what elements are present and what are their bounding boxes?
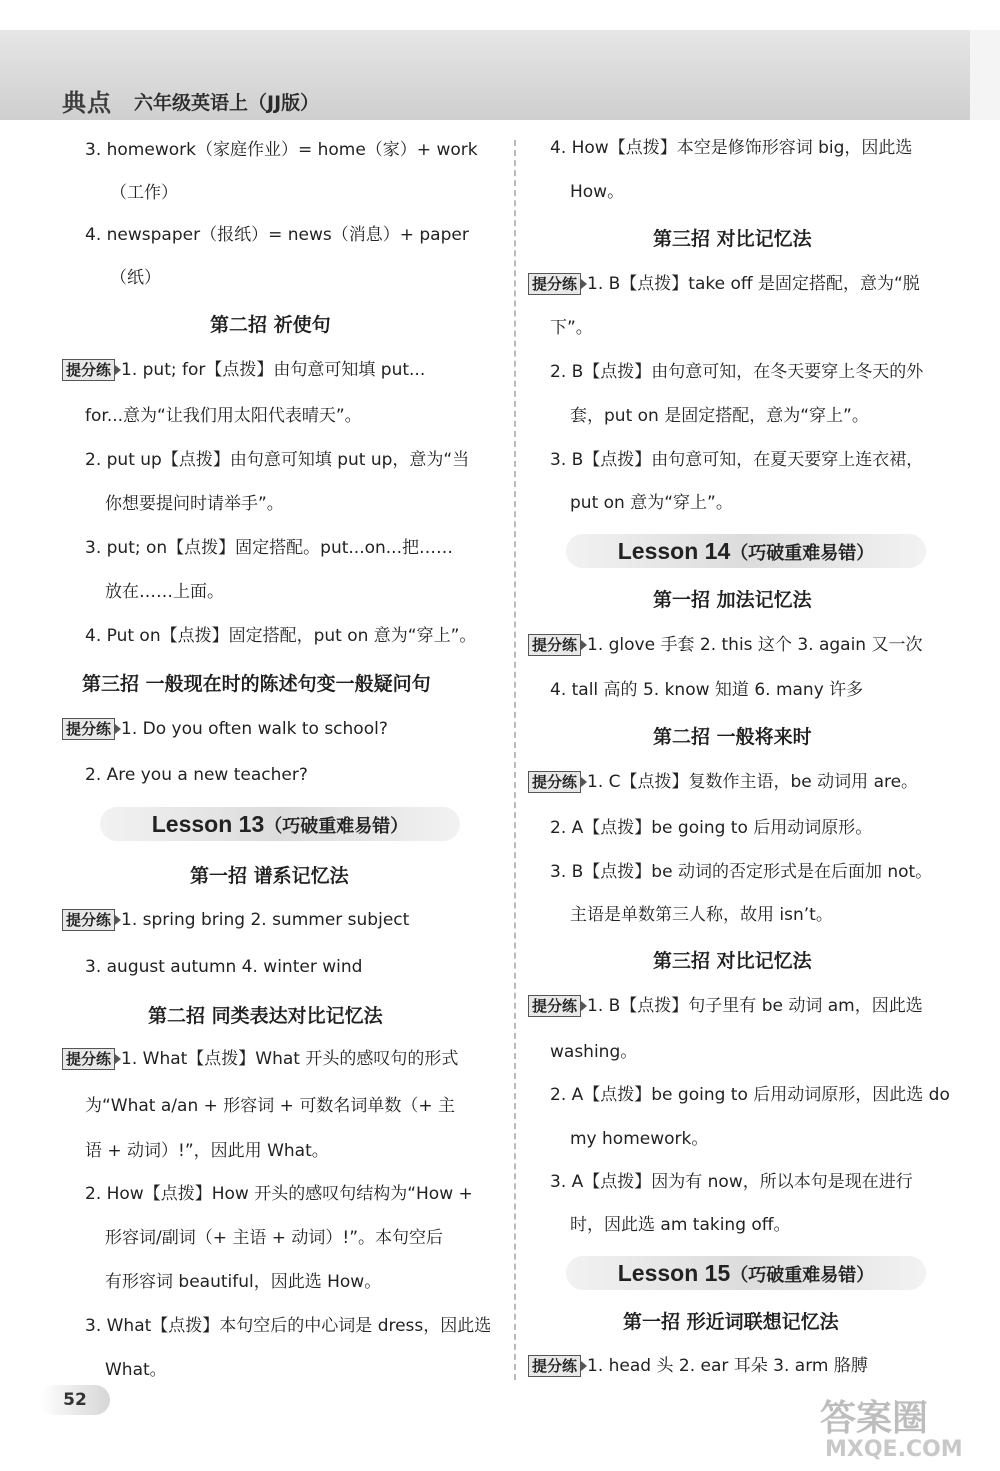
answer-text: 1. Do you often walk to school?	[121, 719, 388, 739]
answer-line	[528, 272, 920, 296]
answer-line	[528, 633, 922, 657]
answer-line: 形容词/副词（+ 主语 + 动词）!”。本句空后	[105, 1228, 444, 1248]
answer-text: 1. spring bring 2. summer subject	[121, 910, 410, 930]
page-number: 52	[40, 1385, 110, 1415]
answer-line: 套，put on 是固定搭配，意为“穿上”。	[570, 406, 869, 426]
section-heading: 第一招 形近词联想记忆法	[623, 1311, 839, 1333]
answer-line	[528, 770, 918, 794]
practice-tag: 提分练	[62, 718, 115, 740]
answer-line: 4. Put on【点拨】固定搭配，put on 意为“穿上”。	[85, 626, 477, 646]
answer-line	[62, 908, 409, 932]
answer-line: put on 意为“穿上”。	[570, 493, 733, 513]
answer-line: 主语是单数第三人称，故用 isn’t。	[570, 905, 833, 925]
answer-line: washing。	[550, 1042, 638, 1062]
answer-line: 2. put up【点拨】由句意可知填 put up，意为“当	[85, 450, 470, 470]
answer-line	[62, 358, 425, 382]
lesson-15-banner	[566, 1256, 926, 1290]
answer-text: 1. head 头 2. ear 耳朵 3. arm 胳膊	[587, 1356, 868, 1376]
answer-line: 3. What【点拨】本句空后的中心词是 dress，因此选	[85, 1316, 492, 1336]
answer-line: 3. put; on【点拨】固定搭配。put...on...把……	[85, 538, 453, 558]
answer-text: 1. B【点拨】句子里有 be 动词 am，因此选	[587, 996, 923, 1016]
answer-line: 4. tall 高的 5. know 知道 6. many 许多	[550, 680, 864, 700]
lesson-number: Lesson 14	[617, 538, 731, 564]
answer-line: 下”。	[550, 318, 593, 338]
answer-line: 2. A【点拨】be going to 后用动词原形，因此选 do	[550, 1085, 950, 1105]
practice-tag: 提分练	[62, 1048, 115, 1070]
answer-line: 3. august autumn 4. winter wind	[85, 957, 363, 977]
section-heading: 第三招 对比记忆法	[653, 228, 812, 250]
lesson-subtitle: （巧破重难易错）	[730, 1265, 875, 1286]
lesson-14-banner	[566, 534, 926, 568]
answer-line: 2. A【点拨】be going to 后用动词原形。	[550, 818, 873, 838]
answer-line: 语 + 动词）!”，因此用 What。	[85, 1141, 329, 1161]
answer-line: 4. How【点拨】本空是修饰形容词 big，因此选	[550, 138, 913, 158]
answer-line	[62, 717, 388, 741]
answer-line: 放在……上面。	[105, 582, 224, 602]
lesson-number: Lesson 13	[151, 811, 265, 837]
answer-line	[528, 1354, 868, 1378]
practice-tag: 提分练	[528, 273, 581, 295]
lesson-subtitle: （巧破重难易错）	[264, 816, 409, 837]
practice-tag: 提分练	[528, 771, 581, 793]
lesson-13-banner	[100, 807, 460, 841]
answer-text: 1. What【点拨】What 开头的感叹句的形式	[121, 1049, 459, 1069]
lesson-subtitle: （巧破重难易错）	[730, 543, 875, 564]
practice-tag: 提分练	[528, 634, 581, 656]
watermark-logo: 答案圈	[820, 1398, 929, 1439]
answer-line: 3. B【点拨】be 动词的否定形式是在后面加 not。	[550, 862, 933, 882]
answer-line: for...意为“让我们用太阳代表晴天”。	[85, 406, 362, 426]
answer-line: 2. How【点拨】How 开头的感叹句结构为“How +	[85, 1184, 473, 1204]
answer-line	[62, 1047, 458, 1071]
section-heading: 第三招 一般现在时的陈述句变一般疑问句	[82, 673, 431, 695]
practice-tag: 提分练	[528, 995, 581, 1017]
practice-tag: 提分练	[62, 909, 115, 931]
answer-line: 你想要提问时请举手”。	[105, 494, 284, 514]
book-title: 六年级英语上（JJ版）	[134, 92, 320, 114]
answer-text: 1. B【点拨】take off 是固定搭配，意为“脱	[587, 274, 920, 294]
lesson-number: Lesson 15	[617, 1260, 731, 1286]
answer-line: 3. A【点拨】因为有 now，所以本句是现在进行	[550, 1172, 913, 1192]
answer-line: 3. B【点拨】由句意可知，在夏天要穿上连衣裙，	[550, 450, 924, 470]
section-heading: 第一招 谱系记忆法	[190, 865, 349, 887]
section-heading: 第三招 对比记忆法	[653, 950, 812, 972]
answer-text: 1. C【点拨】复数作主语，be 动词用 are。	[587, 772, 919, 792]
column-divider	[514, 140, 516, 1380]
answer-line: 3. homework（家庭作业）= home（家）+ work	[85, 140, 478, 160]
section-heading: 第二招 同类表达对比记忆法	[148, 1005, 383, 1027]
section-heading: 第一招 加法记忆法	[653, 589, 812, 611]
answer-line: 有形容词 beautiful，因此选 How。	[105, 1272, 382, 1292]
section-heading: 第二招 一般将来时	[653, 726, 812, 748]
practice-tag: 提分练	[528, 1355, 581, 1377]
answer-line: my homework。	[570, 1129, 709, 1149]
answer-line: （工作）	[110, 183, 178, 203]
page-edge	[970, 30, 1000, 120]
answer-text: 1. put; for【点拨】由句意可知填 put...	[121, 360, 426, 380]
page-header	[0, 30, 1000, 120]
series-logo: 典点	[62, 89, 112, 117]
answer-line: How。	[570, 182, 625, 202]
section-heading: 第二招 祈使句	[210, 314, 331, 336]
practice-tag: 提分练	[62, 359, 115, 381]
answer-line: What。	[105, 1360, 167, 1380]
watermark-url: MXQE.COM	[825, 1437, 963, 1462]
answer-line: 2. Are you a new teacher?	[85, 765, 308, 785]
answer-line: 4. newspaper（报纸）= news（消息）+ paper	[85, 225, 469, 245]
answer-text: 1. glove 手套 2. this 这个 3. again 又一次	[587, 635, 923, 655]
answer-line: 2. B【点拨】由句意可知，在冬天要穿上冬天的外	[550, 362, 924, 382]
answer-line	[528, 994, 923, 1018]
answer-line: （纸）	[110, 268, 161, 288]
answer-line: 时，因此选 am taking off。	[570, 1215, 791, 1235]
answer-line: 为“What a/an + 形容词 + 可数名词单数（+ 主	[85, 1096, 455, 1116]
